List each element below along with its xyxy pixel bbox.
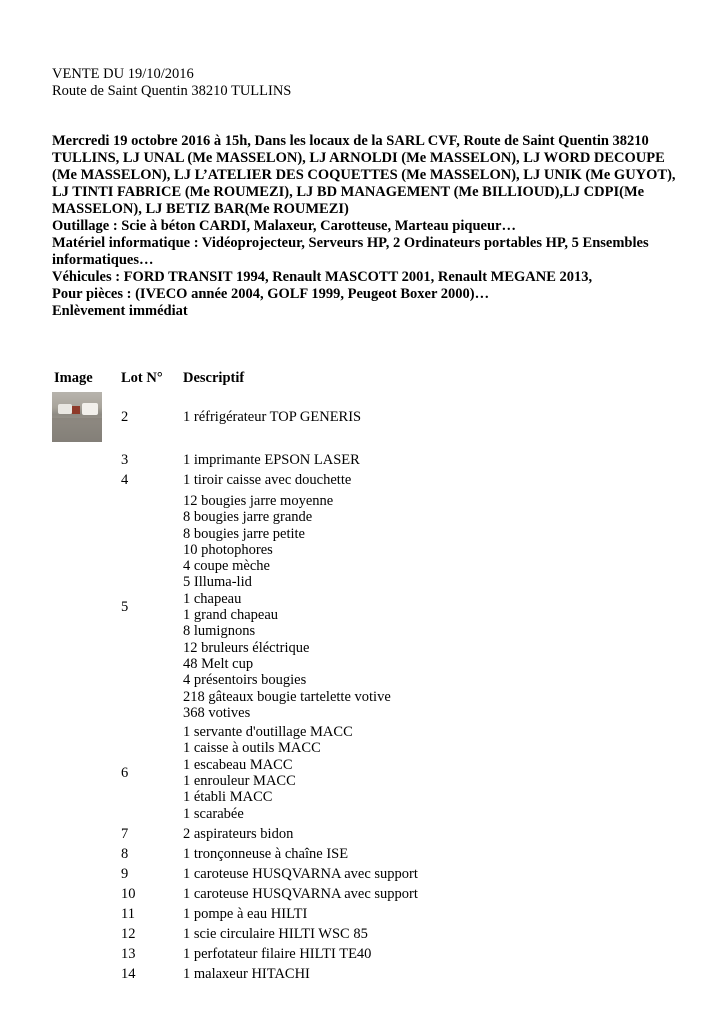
lot-item: 1 malaxeur HITACHI (183, 965, 310, 982)
lot-item: 1 pompe à eau HILTI (183, 905, 308, 922)
lot-item: 1 caroteuse HUSQVARNA avec support (183, 885, 418, 902)
header-image: Image (54, 370, 93, 386)
table-row (52, 825, 672, 844)
lot-item: 1 tronçonneuse à chaîne ISE (183, 845, 349, 862)
header-lot: Lot N° (121, 370, 163, 386)
table-row (52, 471, 672, 489)
lot-number: 6 (121, 764, 129, 781)
lots-table (52, 369, 672, 984)
lot-number: 10 (121, 885, 136, 902)
lot-number: 5 (121, 598, 129, 615)
lot-item: 12 bruleurs éléctrique (183, 639, 310, 656)
lot-number: 12 (121, 925, 136, 942)
lot-description (183, 886, 672, 902)
lot-number: 2 (121, 408, 129, 425)
lot-item: 1 perfotateur filaire HILTI TE40 (183, 945, 372, 962)
intro-parts: Pour pièces : (IVECO année 2004, GOLF 1999, Peugeot Boxer 2000)… (52, 286, 490, 302)
lot-number: 14 (121, 965, 136, 982)
lot-item: 12 bougies jarre moyenne (183, 493, 334, 509)
lot-item: 8 bougies jarre petite (183, 525, 305, 542)
lot-item: 1 scarabée (183, 805, 244, 822)
lot-number: 11 (121, 905, 135, 922)
lot-item: 1 caisse à outils MACC (183, 740, 321, 757)
lot-item: 1 enrouleur MACC (183, 773, 296, 790)
lot-item: 4 présentoirs bougies (183, 672, 307, 689)
table-row (52, 389, 672, 445)
lot-item: 8 lumignons (183, 623, 256, 640)
table-row (52, 904, 672, 924)
lot-item: 1 chapeau (183, 590, 242, 607)
table-row (52, 844, 672, 864)
lot-description (183, 409, 672, 425)
lot-item: 48 Melt cup (183, 655, 254, 672)
lot-item: 1 établi MACC (183, 789, 273, 806)
table-row (52, 864, 672, 884)
lot-item: 1 servante d'outillage MACC (183, 724, 353, 741)
lot-item: 1 scie circulaire HILTI WSC 85 (183, 925, 368, 942)
intro-vehicles: Véhicules : FORD TRANSIT 1994, Renault MASCOTT 2001, Renault MEGANE 2013, (52, 269, 593, 285)
lot-item: 1 caroteuse HUSQVARNA avec support (183, 865, 418, 882)
table-row (52, 924, 672, 944)
lot-item: 1 tiroir caisse avec douchette (183, 471, 352, 488)
lot-item: 5 Illuma-lid (183, 574, 252, 591)
table-row (52, 884, 672, 904)
lot-item: 1 escabeau MACC (183, 756, 293, 773)
intro-it-equipment: Matériel informatique : Vidéoprojecteur, Serveurs HP, 2 Ordinateurs portables HP, 5 Ensembles informatiques… (52, 235, 649, 268)
lot-number: 4 (121, 471, 129, 488)
lot-item: 1 grand chapeau (183, 607, 279, 624)
lot-description (183, 866, 672, 882)
lot-number: 13 (121, 945, 136, 962)
lot-photo-thumbnail[interactable] (52, 392, 102, 442)
lot-description (183, 472, 672, 488)
lot-item: 2 aspirateurs bidon (183, 826, 294, 843)
intro-tools: Outillage : Scie à béton CARDI, Malaxeur, Carotteuse, Marteau piqueur… (52, 218, 516, 234)
lot-description (183, 926, 672, 942)
lot-item: 10 photophores (183, 541, 273, 558)
lot-item: 8 bougies jarre grande (183, 509, 313, 526)
table-row (52, 449, 672, 471)
table-row (52, 964, 672, 984)
lot-number: 9 (121, 865, 129, 882)
lot-item: 218 gâteaux bougie tartelette votive (183, 688, 391, 705)
lot-description (183, 724, 672, 822)
table-row (52, 724, 672, 822)
lot-number: 3 (121, 451, 129, 468)
lot-item: 1 réfrigérateur TOP GENERIS (183, 408, 362, 425)
lot-item: 368 votives (183, 704, 251, 721)
table-row (52, 944, 672, 964)
table-row (52, 493, 672, 721)
sale-header (52, 66, 291, 100)
lot-description (183, 493, 672, 721)
table-header (52, 369, 672, 389)
lot-description (183, 966, 672, 982)
lot-description (183, 906, 672, 922)
lot-description (183, 846, 672, 862)
lot-item: 4 coupe mèche (183, 558, 270, 575)
lot-description (183, 946, 672, 962)
sale-description (52, 133, 682, 320)
lot-description (183, 826, 672, 842)
header-description: Descriptif (183, 370, 245, 386)
lot-item: 1 imprimante EPSON LASER (183, 451, 360, 468)
sale-address: Route de Saint Quentin 38210 TULLINS (52, 83, 292, 99)
intro-removal: Enlèvement immédiat (52, 303, 188, 319)
intro-paragraph-1: Mercredi 19 octobre 2016 à 15h, Dans les locaux de la SARL CVF, Route de Saint Quentin 38210 TULLINS, LJ UNAL (Me MASSELON), LJ ARNOLDI (Me MASSELON), LJ WORD DECOUPE (Me MASSELON), LJ L’ATELIER DES COQUETTES (Me MASSELON), LJ UNIK (Me GUYOT), LJ TINTI FABRICE (Me ROUMEZI), LJ BD MANAGEMENT (Me BILLIOUD),LJ CDPI(Me MASSELON), LJ BETIZ BAR(Me ROUMEZI) (52, 133, 676, 217)
lot-description (183, 452, 672, 468)
lot-number: 7 (121, 826, 129, 843)
sale-date: VENTE DU 19/10/2016 (52, 66, 194, 82)
image-cell (52, 392, 120, 442)
lot-number: 8 (121, 845, 129, 862)
